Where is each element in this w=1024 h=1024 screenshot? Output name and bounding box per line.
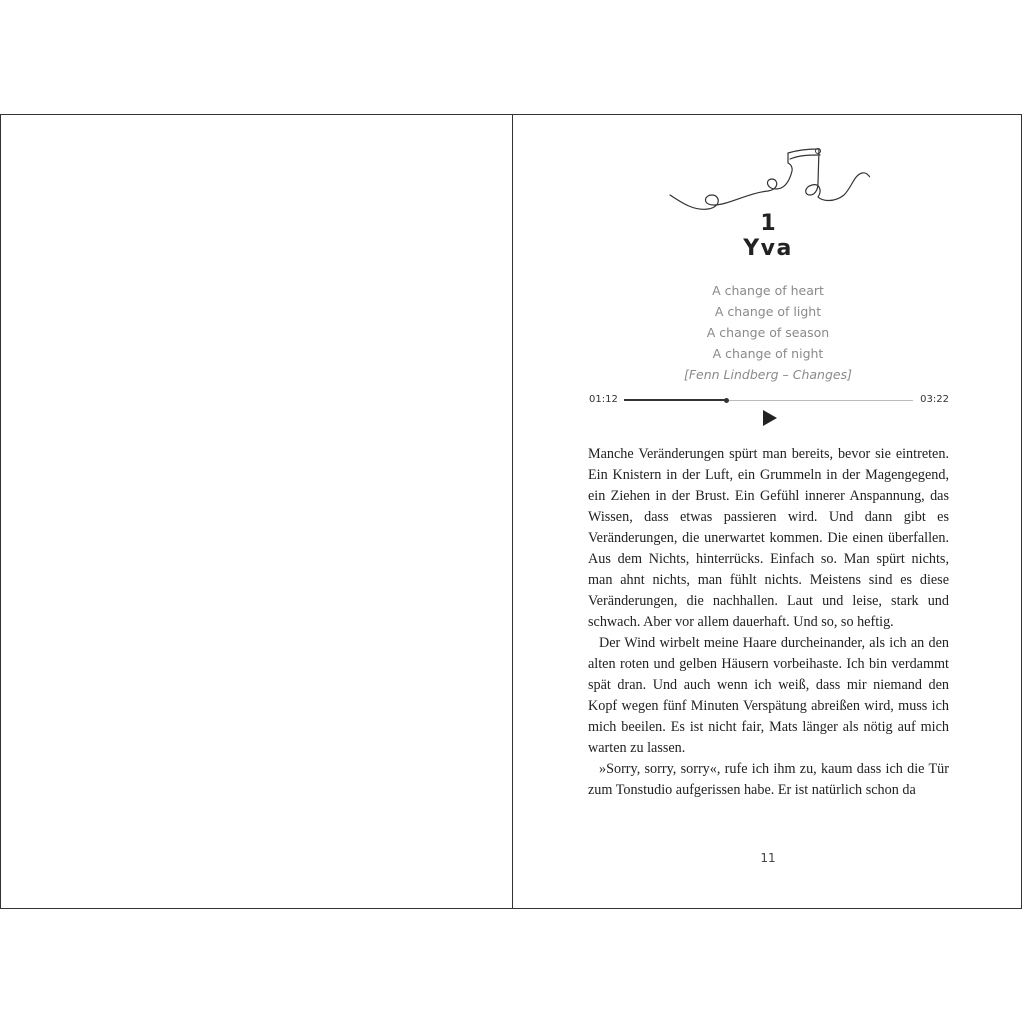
lyric-line: A change of season (706, 325, 830, 340)
progress-thumb[interactable] (724, 398, 729, 403)
paragraph: Manche Veränderungen spürt man bereits, bevor sie eintreten. Ein Knistern in der Luft, ein Grummeln in der Magengegend, ein Ziehen in der Brust. Ein Gefühl innerer Anspannung, das Wissen, dass etwas passieren wird. Und dann gibt es Veränderungen, die unerwartet kommen. Die einen überfallen. Aus dem Nichts, hinterrücks. Einfach so. Man spürt nichts, man ahnt nichts, man fühlt nichts. Meistens sind es diese Veränderungen, die nachhallen. Laut und leise, stark und schwach. Aber vor allem dauerhaft. Und so, so heftig. (588, 446, 949, 630)
left-page-blank (1, 115, 513, 908)
chapter-title: Yva (743, 236, 793, 261)
book-spread (0, 114, 1022, 909)
progress-fill (624, 399, 727, 401)
play-icon[interactable] (762, 409, 778, 427)
current-time: 01:12 (589, 394, 618, 405)
total-time: 03:22 (920, 394, 949, 405)
paragraph: Der Wind wirbelt meine Haare durcheinander, als ich an den alten roten und gelben Häusern vorbeihaste. Ich bin verdammt spät dran. Und auch wenn ich weiß, dass mir niemand den Kopf wegen fünf Minuten Verspätung abreißen wird, muss ich mich beeilen. Es ist nicht fair, Mats länger als nötig auf mich warten zu lassen. (588, 635, 949, 756)
audio-player (589, 392, 949, 432)
progress-track[interactable] (624, 400, 913, 401)
lyric-source: [Fenn Lindberg – Changes] (683, 367, 852, 382)
lyric-line: A change of light (714, 304, 822, 319)
lyric-line: A change of heart (712, 283, 824, 298)
chapter-body (588, 444, 949, 801)
right-page (513, 115, 1023, 908)
paragraph: »Sorry, sorry, sorry«, rufe ich ihm zu, kaum dass ich die Tür zum Tonstudio aufgerissen habe. Er ist natürlich schon da (588, 761, 949, 798)
chapter-number: 1 (760, 211, 776, 236)
lyric-line: A change of night (712, 346, 824, 361)
page-number: 11 (760, 851, 776, 865)
epigraph-lyrics (513, 280, 1023, 385)
